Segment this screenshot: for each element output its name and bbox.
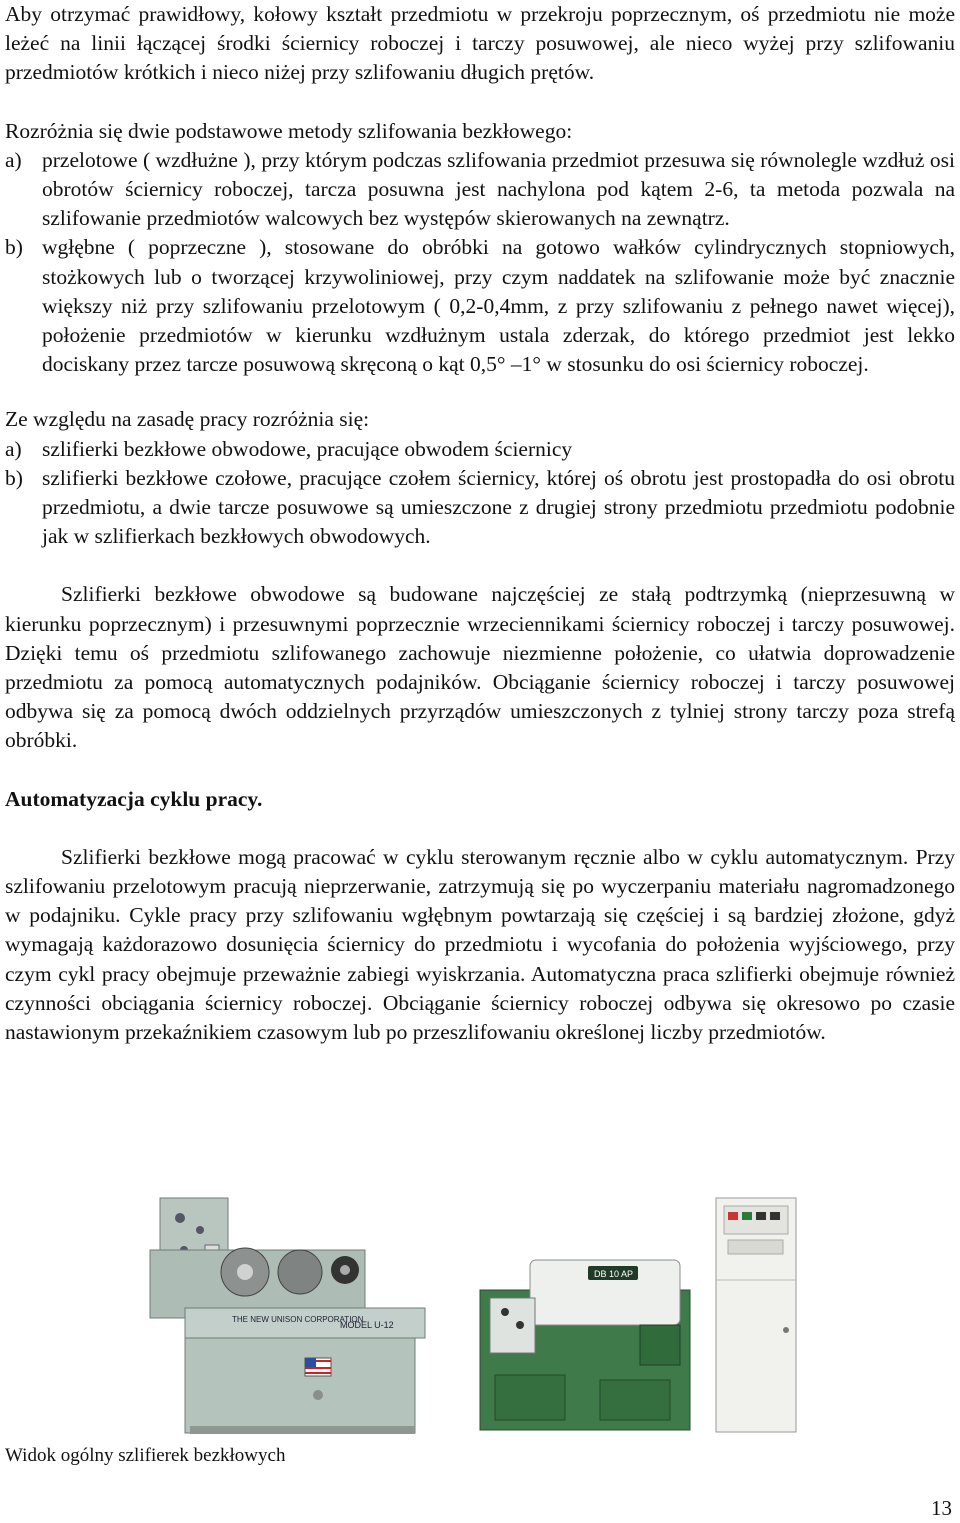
list-marker: b) [5,235,23,260]
list-item-text: szlifierki bezkłowe czołowe, pracujące czołem ściernicy, której oś obrotu jest prostopadła do osi obrotu przedmiotu, a dwie tarcze posuwowe są umieszczone z drugiej strony przedmiotu przedmiotu podobnie jak w szlifierkach bezkłowych obwodowych. [42,465,955,549]
list-marker: b) [5,465,23,490]
control-cabinet [716,1198,796,1432]
list-marker: a) [5,436,22,461]
machine2-label: DB 10 AP [594,1269,634,1279]
list-item [5,233,955,379]
list-item-text: przelotowe ( wzdłużne ), przy którym podczas szlifowania przedmiot przesuwa się równolegle wzdłuż osi obrotów ściernicy roboczej, tarcza posuwna jest nachylona pod kątem 2-6, ta metoda pozwala na szlifowanie przedmiotów walcowych bez występów skierowanych na zewnątrz. [42,147,955,231]
machines-illustration [0,1190,960,1440]
machine-db10ap [480,1260,690,1430]
methods-intro: Rozróżnia się dwie podstawowe metody szlifowania bezkłowego: [5,118,573,143]
section-heading: Automatyzacja cyklu pracy. [5,786,263,811]
list-item-text: szlifierki bezkłowe obwodowe, pracujące obwodem ściernicy [42,436,573,461]
machine-unison-u12 [150,1198,425,1434]
page-number: 13 [931,1496,952,1520]
figure-caption: Widok ogólny szlifierek bezkłowych [5,1445,286,1466]
grinding-machines-figure [0,1190,960,1440]
list-item-text: wgłębne ( poprzeczne ), stosowane do obróbki na gotowo wałków cylindrycznych stopniowych, stożkowych lub o tworzącej krzywoliniowej, przy czym naddatek na szlifowanie może być znacznie większy niż przy szlifowaniu przelotowym ( 0,2-0,4mm, z przy szlifowaniu z pełnego nawet więcej), położenie przedmiotów w kierunku wzdłużnym ustala zderzak, do którego przedmiot jest lekko dociskany przez tarcze posuwową skręconą o kąt 0,5° –1° w stosunku do osi ściernicy roboczej. [42,235,955,377]
machine1-panel-label: THE NEW UNISON CORPORATION [232,1315,364,1324]
types-intro: Ze względu na zasadę pracy rozróżnia się: [5,407,370,432]
machine1-model-label: MODEL U-12 [340,1320,394,1330]
document-page [5,0,955,1047]
paragraph-automation: Szlifierki bezkłowe mogą pracować w cyklu sterowanym ręcznie albo w cyklu automatycznym. Przy szlifowaniu przelotowym pracują nieprzerwanie, zatrzymują się po wyczerpaniu materiału nagromadzonego w podajniku. Cykle pracy przy szlifowaniu wgłębnym powtarzają się częściej i są bardziej złożone, gdyż wymagają każdorazowo dosunięcia ściernicy do przedmiotu i wycofania do położenia wyjściowego, przy czym cykl pracy obejmuje przeważnie zabiegi wyiskrzania. Automatyczna praca szlifierki obejmuje również czynności obciągania ściernicy roboczej. Obciąganie ściernicy roboczej odbywa się okresowo po czasie nastawionym przekaźnikiem czasowym lub po przeszlifowaniu określonej liczby przedmiotów. [5,844,955,1045]
list-item [5,464,955,552]
paragraph-construction: Szlifierki bezkłowe obwodowe są budowane najczęściej ze stałą podtrzymką (nieprzesuwną w kierunku poprzecznym) i przesuwnymi poprzecznie wrzeciennikami ściernicy roboczej i tarczy posuwowej. Dzięki temu oś przedmiotu szlifowanego zachowuje niezmienne położenie, co ułatwia doprowadzenie przedmiotu za pomocą automatycznych podajników. Obciąganie ściernicy roboczej i tarczy posuwowej odbywa się za pomocą dwóch oddzielnych przyrządów umieszczonych z tylniej strony tarczy poza strefą obróbki. [5,582,955,753]
list-item [5,435,955,464]
list-item [5,146,955,234]
list-marker: a) [5,147,22,172]
paragraph-axis-position: Aby otrzymać prawidłowy, kołowy kształt przedmiotu w przekroju poprzecznym, oś przedmiotu nie może leżeć na linii łączącej środki ściernicy roboczej i tarczy posuwowej, ale nieco wyżej przy szlifowaniu przedmiotów krótkich i nieco niżej przy szlifowaniu długich prętów. [5,2,955,85]
